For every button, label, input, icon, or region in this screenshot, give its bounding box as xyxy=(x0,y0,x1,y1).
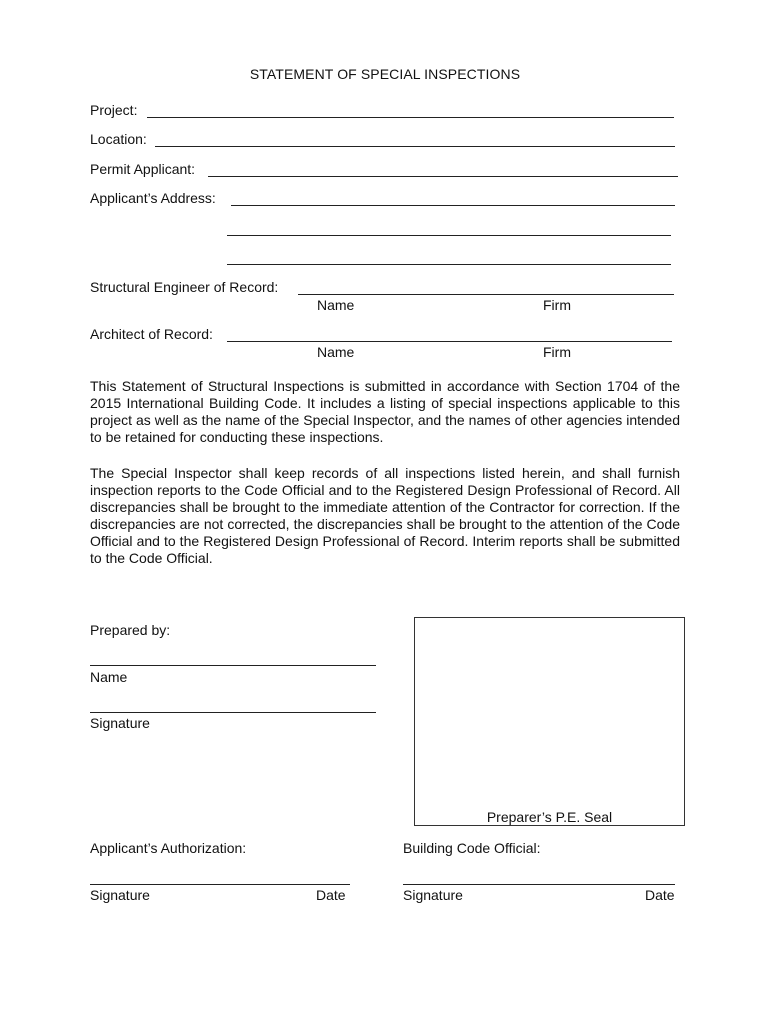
applicant-authorization-heading: Applicant’s Authorization: xyxy=(90,840,247,856)
applicants-address-line-2[interactable] xyxy=(227,235,671,236)
building-code-official-heading: Building Code Official: xyxy=(403,840,541,856)
architect-name-caption: Name xyxy=(317,344,355,360)
structural-engineer-name-caption: Name xyxy=(317,297,355,313)
architect-input-line[interactable] xyxy=(227,341,672,342)
structural-engineer-input-line[interactable] xyxy=(298,294,674,295)
applicant-signature-label: Signature xyxy=(90,887,150,903)
prepared-by-heading: Prepared by: xyxy=(90,622,171,638)
prepared-signature-label: Signature xyxy=(90,715,150,731)
prepared-signature-line[interactable] xyxy=(90,712,376,713)
document-title: STATEMENT OF SPECIAL INSPECTIONS xyxy=(249,66,521,82)
applicants-address-line-1[interactable] xyxy=(231,205,675,206)
project-label: Project: xyxy=(90,102,138,118)
architect-firm-caption: Firm xyxy=(543,344,571,360)
inspector-paragraph: The Special Inspector shall keep records of all inspections listed herein, and shall furnish inspection reports to the Code Official and to the Registered Design Professional of Record. All discrepancies shall be brought to the immediate attention of the Contractor for correction. If the discrepancies are not corrected, the discrepancies shall be brought to the attention of the Code Official and to the Registered Design Professional of Record. Interim reports shall be submitted to the Code Official. xyxy=(90,465,680,566)
architect-label: Architect of Record: xyxy=(90,326,213,342)
applicants-address-line-3[interactable] xyxy=(227,264,671,265)
location-label: Location: xyxy=(90,131,147,147)
permit-applicant-label: Permit Applicant: xyxy=(90,161,196,177)
applicants-address-label: Applicant’s Address: xyxy=(90,190,216,206)
structural-engineer-label: Structural Engineer of Record: xyxy=(90,279,279,295)
applicant-signature-line[interactable] xyxy=(90,884,350,885)
official-signature-line[interactable] xyxy=(403,884,675,885)
official-date-label: Date xyxy=(645,887,675,903)
applicant-date-label: Date xyxy=(316,887,346,903)
permit-applicant-input-line[interactable] xyxy=(208,176,678,177)
prepared-name-label: Name xyxy=(90,669,128,685)
pe-seal-box xyxy=(414,617,685,826)
pe-seal-caption: Preparer’s P.E. Seal xyxy=(486,809,613,825)
structural-engineer-firm-caption: Firm xyxy=(543,297,571,313)
prepared-name-line[interactable] xyxy=(90,665,376,666)
project-input-line[interactable] xyxy=(147,117,674,118)
intro-paragraph: This Statement of Structural Inspections is submitted in accordance with Section 1704 of the 2015 International Building Code. It includes a listing of special inspections applicable to this project as well as the name of the Special Inspector, and the names of other agencies intended to be retained for conducting these inspections. xyxy=(90,378,680,445)
location-input-line[interactable] xyxy=(155,146,675,147)
official-signature-label: Signature xyxy=(403,887,463,903)
